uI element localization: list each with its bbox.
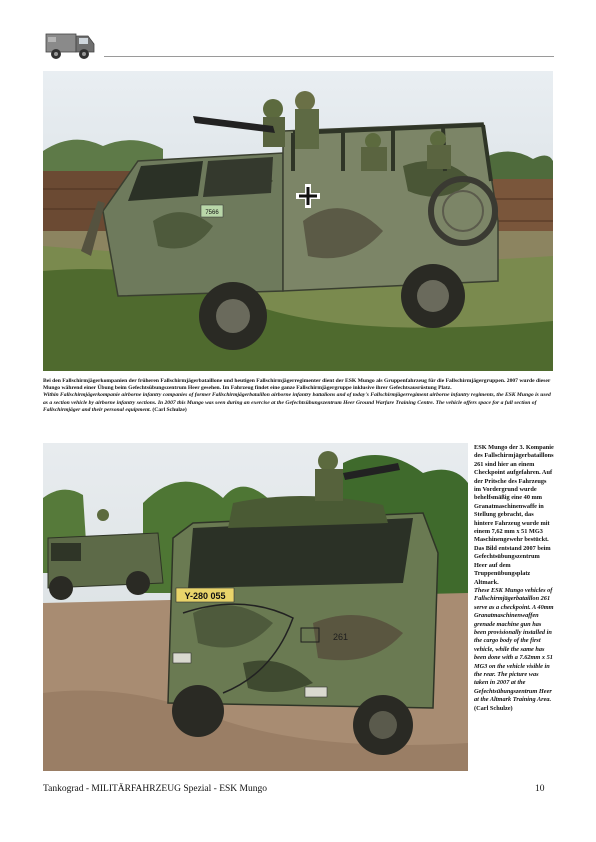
caption-side <box>474 444 554 713</box>
top-vehicle-plate: 7566 <box>205 210 219 216</box>
caption-side-english: These ESK Mungo vehicles of Fallschirmjägerbataillon 261 serve as a checkpoint. A 40mm Granatmaschinenwaffen grenade machine gun has been provisionally installed in the cargo body of the first vehicle, while the same has been done with a 7.62mm x 51 MG3 on the vehicle visible in the rear. The picture was taken in 2007 at the Gefechtsübungszentrum Heer at the Altmark Training Area. <box>474 586 554 704</box>
header-rule <box>104 56 554 57</box>
caption-side-credit: (Carl Schulze) <box>474 704 513 712</box>
caption-side-german: ESK Mungo der 3. Kompanie des Fallschirmjägerbataillons 261 sind hier an einem Checkpoint aufgefahren. Auf der Pritsche des Fahrzeugs im Vordergrund wurde behelfsmäßig eine 40 mm Granatmaschinenwaffe in Stellung gebracht, das hintere Fahrzeug wurde mit einem 7,62 mm x 51 MG3 Maschinengewehr bestückt. Das Bild entstand 2007 beim Gefechtsübungszentrum Heer auf dem Truppenübungsplatz Altmark. <box>474 444 554 586</box>
caption-top-credit: (Carl Schulze) <box>152 406 187 413</box>
photo-bottom-mungo-checkpoint <box>43 443 468 771</box>
caption-top <box>43 378 553 414</box>
truck-icon <box>44 26 98 62</box>
photo-top-mungo-vehicle <box>43 71 553 371</box>
bottom-vehicle-plate: Y-280 055 <box>184 591 226 601</box>
footer-title: Tankograd - MILITÄRFAHRZEUG Spezial - ESK Mungo <box>43 784 267 794</box>
caption-top-english: Within Fallschirmjägerkompanie airborne infantry companies of former Fallschirmjägerbataillon airborne infantry battalions and of today's Fallschirmjägerregiment airborne infantry regiments, the ESK Mungo is used as a section vehicle by airborne infantry sections. In 2007 this Mungo was seen during an exercise at the Gefechtsübungszentrum Heer Ground Warfare Training Centre. The vehicle offers space for a full section of Fallschirmjäger and their personal equipment. <box>43 392 551 413</box>
bottom-vehicle-marking: 261 <box>333 632 349 642</box>
caption-top-german: Bei den Fallschirmjägerkompanien der früheren Fallschirmjägerbataillone und heutigen Fallschirmjägerregimenter dient der ESK Mungo als Gruppenfahrzeug für die Fallschirmjägergruppen. 2007 wurde dieser Mungo während einer Übung beim Gefechtsübungszentrum Heer gesehen. Im Fahrzeug findet eine ganze Fallschirmjägergruppe inklusive ihrer Gefechtsausrüstung Platz. <box>43 378 551 392</box>
page-number: 10 <box>535 784 545 794</box>
